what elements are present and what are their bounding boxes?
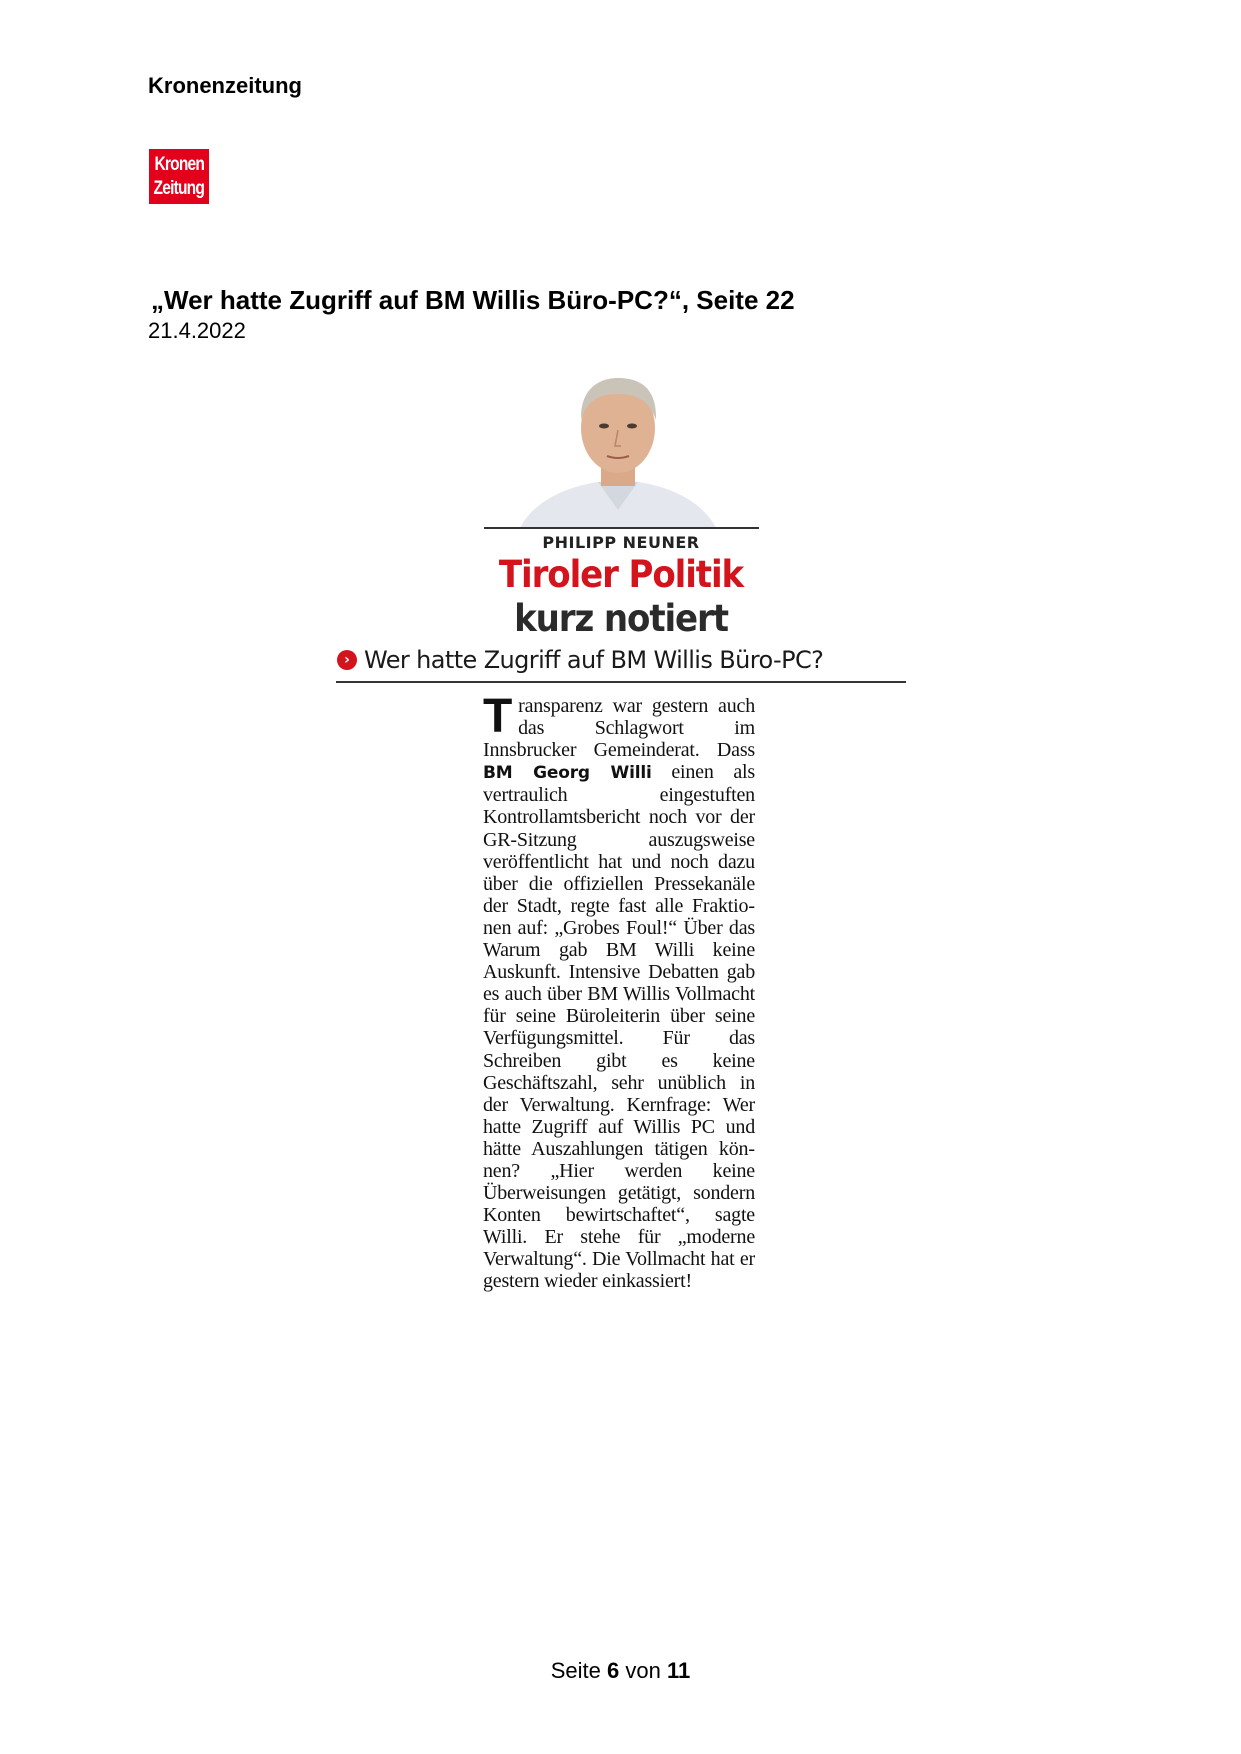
article-body bbox=[483, 690, 755, 1293]
article-text-part-2: einen als vertraulich eingestuften Kontrollamtsbericht noch vor der GR-Sitzung auszugsweise veröffentlicht hat und noch dazu über die offiziellen Pressekanäle der Stadt, regte fast alle Fraktionen auf: „Grobes Foul!“ Über das Warum gab BM Willi keine Auskunft. Intensive Debatten gab es auch über BM Willis Vollmacht für seine Büroleiterin über seine Verfügungsmittel. Für das Schreiben gibt es keine Geschäftszahl, sehr unüblich in der Verwaltung. Kernfrage: Wer hatte Zugriff auf Willis PC und hätte Auszahlungen tätigen können? „Hier werden keine Überweisungen getätigt, sondern Konten bewirtschaftet“, sagte Willi. Er stehe für „moderne Verwaltung“. Die Vollmacht hat er gestern wieder einkassiert! bbox=[483, 761, 755, 1293]
author-rule bbox=[484, 527, 759, 529]
document-title: „Wer hatte Zugriff auf BM Willis Büro-PC?“, Seite 22 bbox=[151, 285, 795, 315]
column-kicker-line-2: kurz notiert bbox=[514, 597, 728, 640]
headline-row bbox=[336, 645, 906, 675]
page-footer bbox=[0, 1658, 1241, 1684]
article-text-part-1: ransparenz war gestern auch das Schlagwort im Innsbrucker Gemeinderat. Dass bbox=[483, 695, 755, 762]
footer-total-pages: 11 bbox=[666, 1658, 691, 1683]
article-bold-name: BM Georg Willi bbox=[483, 763, 652, 784]
logo-line-2: Zeitung bbox=[153, 177, 205, 199]
headline-rule bbox=[336, 681, 906, 683]
article-headline: Wer hatte Zugriff auf BM Willis Büro-PC? bbox=[364, 646, 824, 674]
footer-prefix: Seite bbox=[550, 1658, 608, 1683]
document-date: 21.4.2022 bbox=[148, 318, 246, 343]
footer-page-number: 6 bbox=[607, 1658, 620, 1683]
author-portrait bbox=[480, 370, 756, 528]
footer-middle: von bbox=[619, 1658, 667, 1683]
newspaper-clipping bbox=[336, 370, 906, 1390]
drop-cap: T bbox=[483, 690, 513, 743]
publication-name: Kronenzeitung bbox=[148, 73, 302, 98]
logo-line-1: Kronen bbox=[154, 153, 204, 175]
column-author: PHILIPP NEUNER bbox=[542, 533, 700, 552]
kronen-zeitung-logo bbox=[149, 149, 209, 204]
arrow-bullet-icon: › bbox=[337, 650, 357, 670]
column-kicker-line-1: Tiroler Politik bbox=[498, 553, 744, 596]
